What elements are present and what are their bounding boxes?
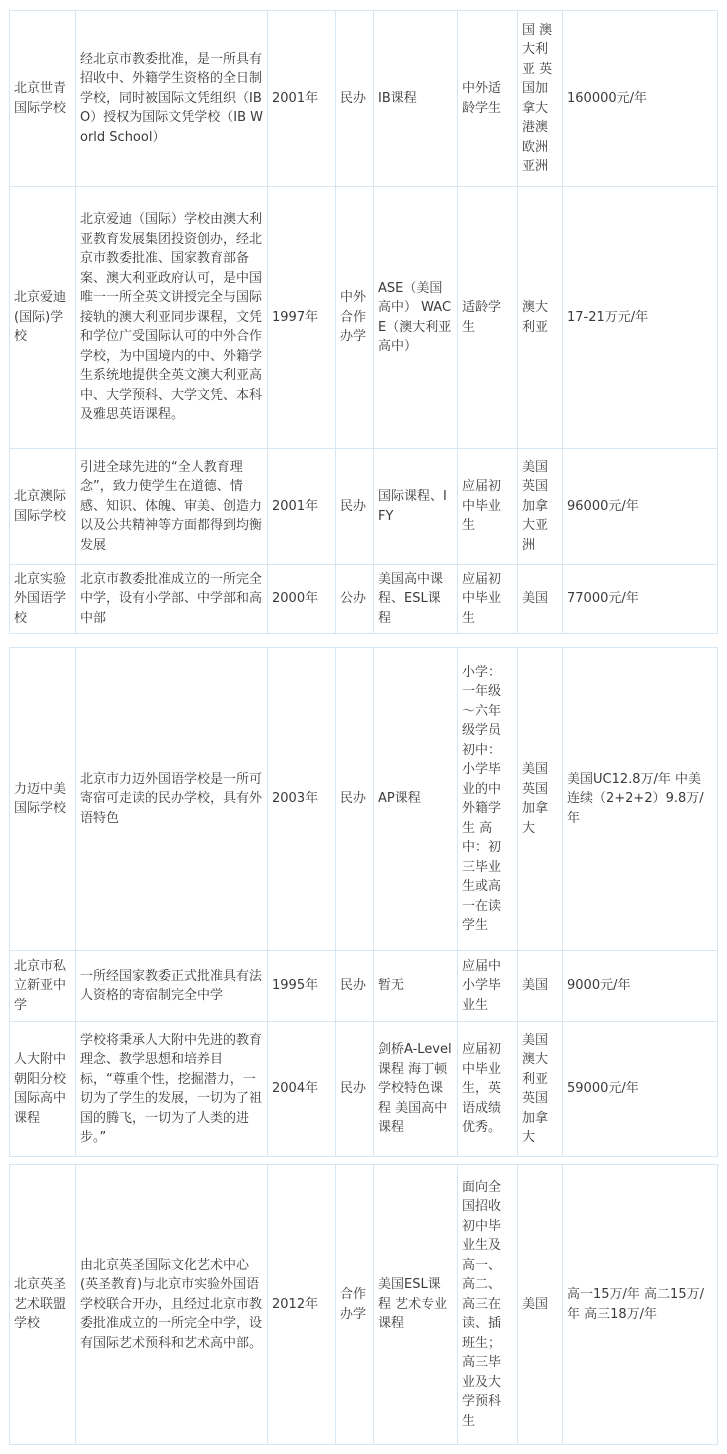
- school-type: 民办: [336, 11, 374, 187]
- table-row: [10, 1022, 718, 1157]
- target-students: 小学：一年级～六年级学员 初中：小学毕业的中外籍学生 高中：初三毕业生或高一在读学生: [458, 648, 518, 951]
- target-students: 适龄学生: [458, 187, 518, 449]
- school-description: 由北京英圣国际文化艺术中心(英圣教育)与北京市实验外国语学校联合开办，且经过北京市教委批准成立的一所完全中学，设有国际艺术预科和艺术高中部。: [76, 1165, 268, 1445]
- tuition: 17-21万元/年: [563, 187, 718, 449]
- target-students: 应届初中毕业生: [458, 449, 518, 565]
- study-destinations: 美国 英国加拿大: [518, 648, 563, 951]
- study-destinations: 澳大利亚: [518, 187, 563, 449]
- school-description: 一所经国家教委正式批准具有法人资格的寄宿制完全中学: [76, 951, 268, 1022]
- study-destinations: 美国 澳大利亚 英国加拿大: [518, 1022, 563, 1157]
- tuition: 美国UC12.8万/年 中美连续（2+2+2）9.8万/年: [563, 648, 718, 951]
- table-row: [10, 11, 718, 187]
- founded-year: 2012年: [268, 1165, 336, 1445]
- school-name: 力迈中美国际学校: [10, 648, 76, 951]
- school-type: 民办: [336, 1022, 374, 1157]
- tuition: 160000元/年: [563, 11, 718, 187]
- target-students: 应届初中毕业生，英语成绩优秀。: [458, 1022, 518, 1157]
- school-description: 学校将秉承人大附中先进的教育理念、教学思想和培养目标，“尊重个性，挖掘潜力，一切为了学生的发展，一切为了祖国的腾飞，一切为了人类的进步。”: [76, 1022, 268, 1157]
- school-table-block-3: [9, 1164, 717, 1445]
- curriculum: 美国ESL课程 艺术专业课程: [374, 1165, 458, 1445]
- school-type: 民办: [336, 648, 374, 951]
- school-table-3: [9, 1164, 718, 1445]
- curriculum: AP课程: [374, 648, 458, 951]
- school-type: 民办: [336, 951, 374, 1022]
- tuition: 96000元/年: [563, 449, 718, 565]
- school-type: 合作办学: [336, 1165, 374, 1445]
- school-table-2: [9, 647, 718, 1157]
- target-students: 应届初中毕业生: [458, 565, 518, 634]
- target-students: 面向全国招收初中毕业生及高一、高二、高三在读、插班生；高三毕业及大学预科生: [458, 1165, 518, 1445]
- school-name: 北京英圣艺术联盟学校: [10, 1165, 76, 1445]
- table-row: [10, 449, 718, 565]
- table-row: [10, 565, 718, 634]
- tuition: 9000元/年: [563, 951, 718, 1022]
- study-destinations: 国 澳大利亚 英国加拿大港澳欧洲亚洲: [518, 11, 563, 187]
- curriculum: IB课程: [374, 11, 458, 187]
- table-row: [10, 951, 718, 1022]
- school-name: 北京市私立新亚中学: [10, 951, 76, 1022]
- school-description: 北京市力迈外国语学校是一所可寄宿可走读的民办学校，具有外语特色: [76, 648, 268, 951]
- target-students: 应届中小学毕业生: [458, 951, 518, 1022]
- curriculum: ASE（美国高中） WACE（澳大利亚高中）: [374, 187, 458, 449]
- school-name: 北京世青国际学校: [10, 11, 76, 187]
- founded-year: 1997年: [268, 187, 336, 449]
- curriculum: 剑桥A-Level课程 海丁顿学校特色课程 美国高中课程: [374, 1022, 458, 1157]
- founded-year: 2001年: [268, 449, 336, 565]
- founded-year: 2003年: [268, 648, 336, 951]
- target-students: 中外适龄学生: [458, 11, 518, 187]
- study-destinations: 美国: [518, 565, 563, 634]
- school-description: 北京爱迪（国际）学校由澳大利亚教育发展集团投资创办，经北京市教委批准、国家教育部备案、澳大利亚政府认可，是中国唯一一所全英文讲授完全与国际接轨的澳大利亚同步课程，文凭和学位广受国际认可的中外合作学校，为中国境内的中、外籍学生系统地提供全英文澳大利亚高中、大学预科、大学文凭、本科及雅思英语课程。: [76, 187, 268, 449]
- school-name: 人大附中朝阳分校国际高中课程: [10, 1022, 76, 1157]
- school-name: 北京爱迪(国际)学校: [10, 187, 76, 449]
- study-destinations: 美国: [518, 951, 563, 1022]
- table-row: [10, 648, 718, 951]
- curriculum: 国际课程、IFY: [374, 449, 458, 565]
- school-table-block-2: [9, 647, 717, 1157]
- founded-year: 2000年: [268, 565, 336, 634]
- school-name: 北京实验外国语学校: [10, 565, 76, 634]
- study-destinations: 美国 英国加拿大亚洲: [518, 449, 563, 565]
- school-type: 民办: [336, 449, 374, 565]
- school-description: 引进全球先进的“全人教育理念”，致力使学生在道德、情感、知识、体魄、审美、创造力以及公共精神等方面都得到均衡发展: [76, 449, 268, 565]
- table-row: [10, 1165, 718, 1445]
- school-table-1: [9, 10, 718, 634]
- study-destinations: 美国: [518, 1165, 563, 1445]
- founded-year: 2004年: [268, 1022, 336, 1157]
- tuition: 77000元/年: [563, 565, 718, 634]
- school-name: 北京澳际国际学校: [10, 449, 76, 565]
- tuition: 59000元/年: [563, 1022, 718, 1157]
- school-table-block-1: [9, 10, 717, 634]
- school-description: 经北京市教委批准，是一所具有招收中、外籍学生资格的全日制学校，同时被国际文凭组织（IBO）授权为国际文凭学校（IB World School）: [76, 11, 268, 187]
- school-type: 中外合作办学: [336, 187, 374, 449]
- curriculum: 暂无: [374, 951, 458, 1022]
- founded-year: 1995年: [268, 951, 336, 1022]
- school-description: 北京市教委批准成立的一所完全中学，设有小学部、中学部和高中部: [76, 565, 268, 634]
- founded-year: 2001年: [268, 11, 336, 187]
- table-row: [10, 187, 718, 449]
- curriculum: 美国高中课程、ESL课程: [374, 565, 458, 634]
- school-type: 公办: [336, 565, 374, 634]
- tuition: 高一15万/年 高二15万/年 高三18万/年: [563, 1165, 718, 1445]
